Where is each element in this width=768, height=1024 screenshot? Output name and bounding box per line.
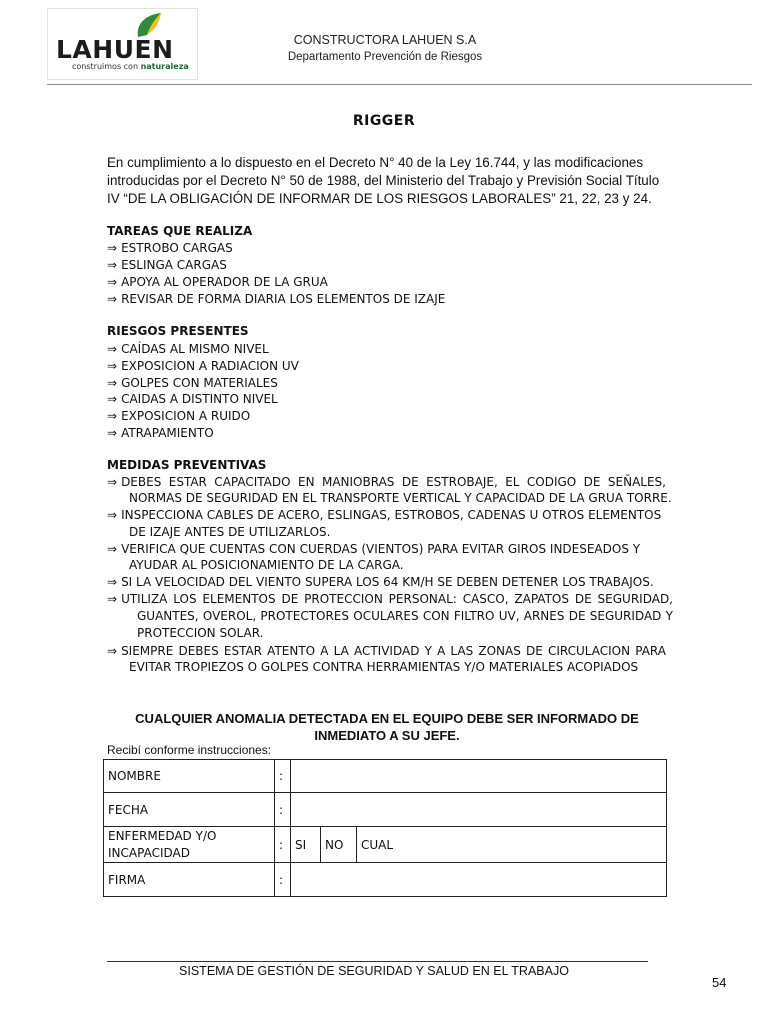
arrow-icon: ⇒ — [107, 426, 118, 440]
list-item: ⇒ CAIDAS A DISTINTO NIVEL — [107, 392, 278, 406]
list-item: ⇒ EXPOSICION A RADIACION UV — [107, 359, 299, 373]
warning-notice: CUALQUIER ANOMALIA DETECTADA EN EL EQUIPO DEBE SER INFORMADO DE INMEDIATO A SU JEFE. — [135, 711, 639, 743]
arrow-icon: ⇒ — [107, 644, 118, 658]
tareas-heading: TAREAS QUE REALIZA — [107, 224, 253, 238]
medida-line: ⇒ VERIFICA QUE CUENTAS CON CUERDAS (VIENTOS) PARA EVITAR GIROS INDESEADOS Y — [107, 542, 641, 556]
logo-tagline: construimos con naturaleza — [72, 62, 189, 71]
arrow-icon: ⇒ — [107, 542, 118, 556]
medida-line: ⇒ SIEMPRE DEBES ESTAR ATENTO A LA ACTIVIDAD Y A LAS ZONAS DE CIRCULACION PARA — [107, 644, 666, 658]
riesgos-heading: RIESGOS PRESENTES — [107, 324, 249, 338]
list-item: ⇒ EXPOSICION A RUIDO — [107, 409, 251, 423]
list-item: ⇒ GOLPES CON MATERIALES — [107, 376, 278, 390]
list-item: ⇒ ESTROBO CARGAS — [107, 241, 233, 255]
arrow-icon: ⇒ — [107, 342, 118, 356]
footer-text: SISTEMA DE GESTIÓN DE SEGURIDAD Y SALUD EN EL TRABAJO — [179, 964, 569, 978]
arrow-icon: ⇒ — [107, 592, 118, 606]
table-row — [104, 827, 667, 863]
arrow-icon: ⇒ — [107, 292, 118, 306]
firma-label: FIRMA — [104, 863, 275, 897]
medida-line: PROTECCION SOLAR. — [137, 626, 264, 640]
medida-line: EVITAR TROPIEZOS O GOLPES CONTRA HERRAMIENTAS Y/O MATERIALES ACOPIADOS — [129, 660, 639, 674]
list-item: ⇒ ESLINGA CARGAS — [107, 258, 227, 272]
logo-wordmark: LAHUEN — [56, 35, 174, 64]
arrow-icon: ⇒ — [107, 409, 118, 423]
medida-line: GUANTES, OVEROL, PROTECTORES OCULARES CON FILTRO UV, ARNES DE SEGURIDAD Y — [137, 609, 673, 623]
cual-field[interactable]: CUAL — [357, 827, 667, 863]
no-option[interactable]: NO — [321, 827, 357, 863]
arrow-icon: ⇒ — [107, 508, 118, 522]
medidas-heading: MEDIDAS PREVENTIVAS — [107, 458, 267, 472]
arrow-icon: ⇒ — [107, 376, 118, 390]
colon: : — [275, 863, 291, 897]
fecha-label: FECHA — [104, 793, 275, 827]
intro-paragraph: En cumplimiento a lo dispuesto en el Decreto N° 40 de la Ley 16.744, y las modificaciones introducidas por el Decreto N° 50 de 1988, del Ministerio del Trabajo y Previsión Social Título IV “DE LA OBLIGACIÓN DE INFORMAR DE LOS RIESGOS LABORALES” 21, 22, 23 y 24. — [107, 155, 660, 206]
arrow-icon: ⇒ — [107, 575, 118, 589]
colon: : — [275, 827, 291, 863]
recibi-label: Recibí conforme instrucciones: — [107, 743, 272, 757]
medida-line: ⇒ INSPECCIONA CABLES DE ACERO, ESLINGAS, ESTROBOS, CADENAS U OTROS ELEMENTOS — [107, 508, 662, 522]
medida-line: NORMAS DE SEGURIDAD EN EL TRANSPORTE VERTICAL Y CAPACIDAD DE LA GRUA TORRE. — [129, 491, 672, 505]
list-item: ⇒ APOYA AL OPERADOR DE LA GRUA — [107, 275, 328, 289]
page-number: 54 — [712, 975, 727, 990]
enfermedad-label: ENFERMEDAD Y/O INCAPACIDAD — [104, 827, 275, 863]
arrow-icon: ⇒ — [107, 392, 118, 406]
firma-field[interactable] — [291, 863, 667, 897]
medida-line: ⇒ UTILIZA LOS ELEMENTOS DE PROTECCION PERSONAL: CASCO, ZAPATOS DE SEGURIDAD, — [107, 592, 673, 606]
fecha-field[interactable] — [291, 793, 667, 827]
si-option[interactable]: SI — [291, 827, 321, 863]
company-logo — [47, 8, 198, 80]
medida-line: ⇒ DEBES ESTAR CAPACITADO EN MANIOBRAS DE ESTROBAJE, EL CODIGO DE SEÑALES, — [107, 475, 666, 489]
table-row — [104, 793, 667, 827]
footer-divider — [107, 961, 648, 962]
table-row — [104, 863, 667, 897]
colon: : — [275, 760, 291, 793]
medida-line: DE IZAJE ANTES DE UTILIZARLOS. — [129, 525, 331, 539]
list-item: ⇒ CAÍDAS AL MISMO NIVEL — [107, 342, 269, 356]
colon: : — [275, 793, 291, 827]
nombre-field[interactable] — [291, 760, 667, 793]
document-title: RIGGER — [352, 113, 416, 129]
list-item: ⇒ ATRAPAMIENTO — [107, 426, 214, 440]
arrow-icon: ⇒ — [107, 475, 118, 489]
arrow-icon: ⇒ — [107, 241, 118, 255]
header-divider — [47, 84, 752, 85]
medida-line: ⇒ SI LA VELOCIDAD DEL VIENTO SUPERA LOS 64 KM/H SE DEBEN DETENER LOS TRABAJOS. — [107, 575, 654, 589]
table-row — [104, 760, 667, 793]
company-name: CONSTRUCTORA LAHUEN S.A — [293, 33, 477, 47]
medida-line: AYUDAR AL POSICIONAMIENTO DE LA CARGA. — [129, 558, 404, 572]
arrow-icon: ⇒ — [107, 258, 118, 272]
arrow-icon: ⇒ — [107, 359, 118, 373]
acknowledgement-form — [103, 759, 667, 897]
department-name: Departamento Prevención de Riesgos — [287, 51, 483, 63]
list-item: ⇒ REVISAR DE FORMA DIARIA LOS ELEMENTOS DE IZAJE — [107, 292, 446, 306]
nombre-label: NOMBRE — [104, 760, 275, 793]
arrow-icon: ⇒ — [107, 275, 118, 289]
